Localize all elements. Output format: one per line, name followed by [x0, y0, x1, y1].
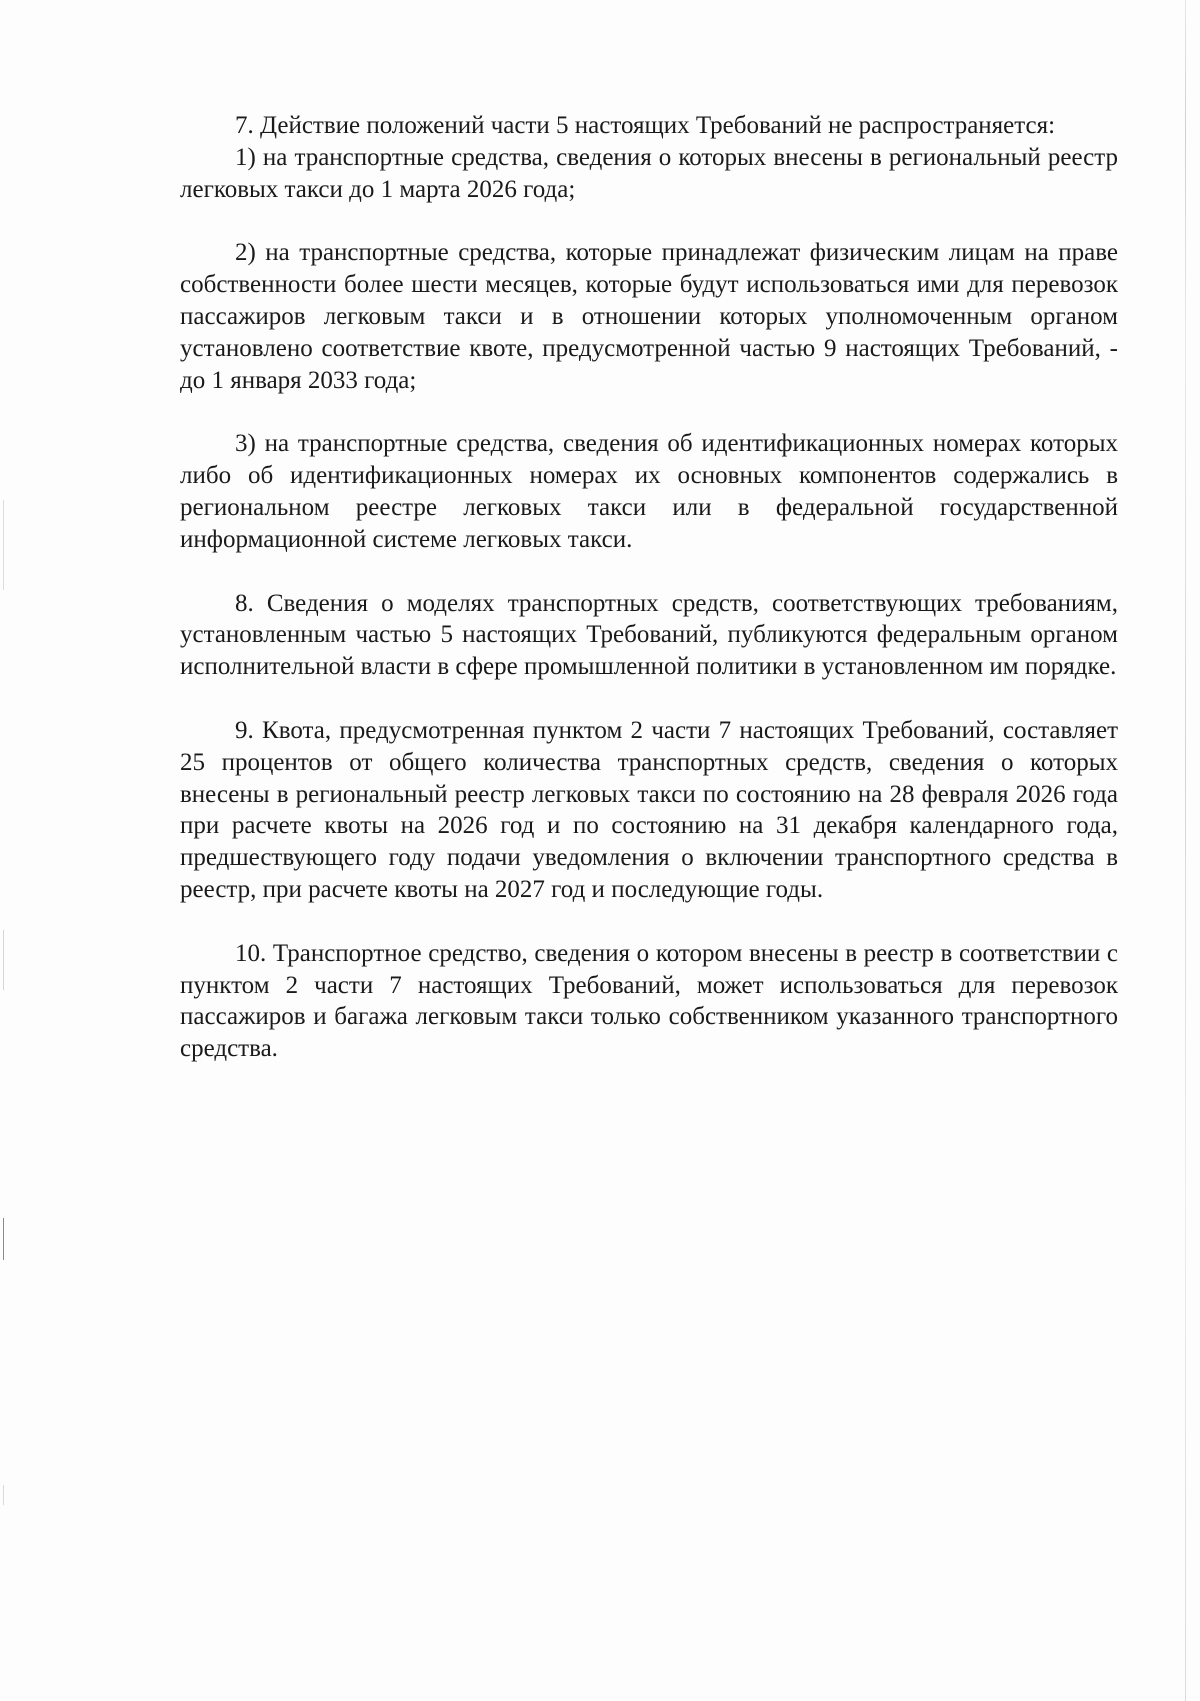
paragraph-7-item-3: 3) на транспортные средства, сведения об идентификационных номерах которых либо об идентификационных номерах их основных компонентов содержались в региональном реестре легковых такси или в федеральной государственной информационной системе легковых такси. — [180, 430, 1118, 553]
paragraph-8: 8. Сведения о моделях транспортных средств, соответствующих требованиям, установленным частью 5 настоящих Требований, публикуются федеральным органом исполнительной власти в сфере промышленной политики в установленном им порядке. — [180, 589, 1118, 681]
scan-edge-left — [3, 930, 4, 990]
paragraph-9: 9. Квота, предусмотренная пунктом 2 части 7 настоящих Требований, составляет 25 процентов от общего количества транспортных средств, сведения о которых внесены в региональный реестр легковых такси по состоянию на 28 февраля 2026 года при расчете квоты на 2026 год и по состоянию на 31 декабря календарного года, предшествующего году подачи уведомления о включении транспортного средства в реестр, при расчете квоты на 2027 год и последующие годы. — [180, 716, 1118, 903]
scan-edge-left — [3, 1218, 4, 1260]
paragraph-10: 10. Транспортное средство, сведения о котором внесены в реестр в соответствии с пунктом 2 части 7 настоящих Требований, может использоваться для перевозок пассажиров и багажа легковым такси только собственником указанного транспортного средства. — [180, 939, 1118, 1063]
paragraph-7-intro: 7. Действие положений части 5 настоящих Требований не распространяется: — [235, 112, 1056, 139]
scan-edge-left — [3, 500, 4, 590]
paragraph-7-item-1: 1) на транспортные средства, сведения о которых внесены в региональный реестр легковых такси до 1 марта 2026 года; — [180, 143, 1118, 203]
paragraph-7-item-2: 2) на транспортные средства, которые принадлежат физическим лицам на праве собственности более шести месяцев, которые будут использоваться ими для перевозок пассажиров легковым такси и в отношении которых уполномоченным органом установлено соответствие квоте, предусмотренной частью 9 настоящих Требований, - до 1 января 2033 года; — [180, 239, 1118, 394]
scan-edge-right — [1185, 0, 1186, 1701]
scan-edge-left — [3, 1485, 4, 1505]
document-body — [180, 110, 1118, 1065]
